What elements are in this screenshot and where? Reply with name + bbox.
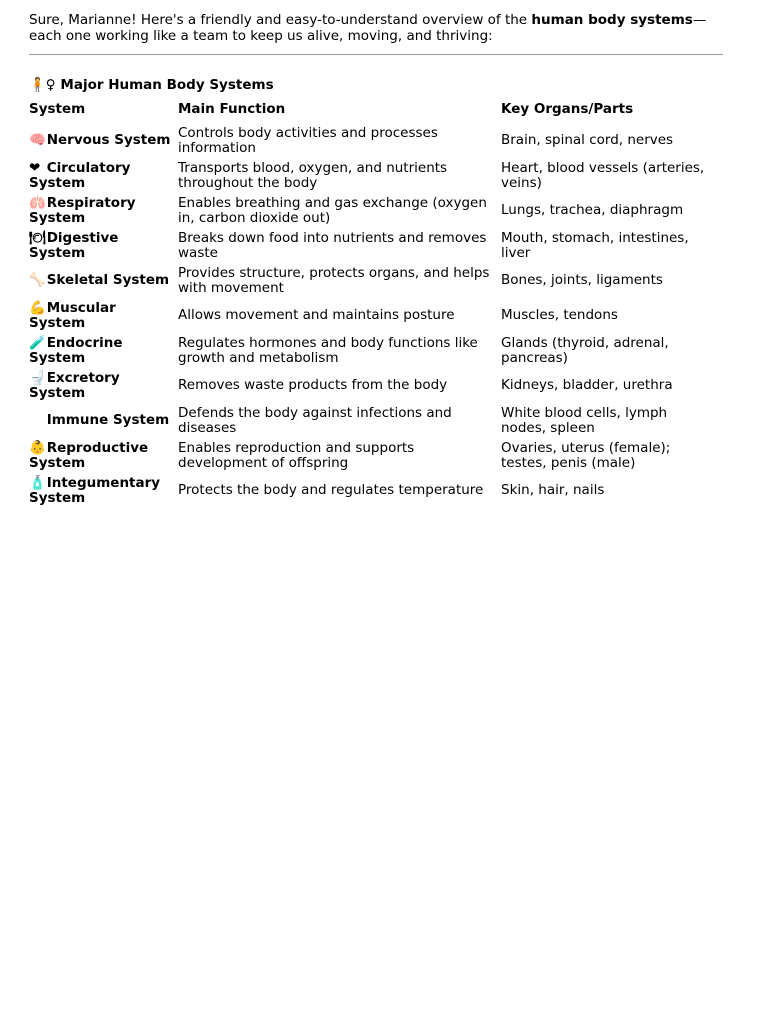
intro-bold: human body systems [531, 12, 693, 28]
table-body [27, 123, 717, 508]
bone-icon: 🦴 [29, 272, 46, 288]
table-row [27, 158, 717, 193]
baby-icon: 👶 [29, 439, 46, 456]
organs-cell: Mouth, stomach, intestines, liver [501, 229, 689, 261]
organs-cell: Glands (thyroid, adrenal, pancreas) [501, 334, 669, 366]
function-cell: Transports blood, oxygen, and nutrients throughout the body [178, 159, 448, 191]
organs-cell: Skin, hair, nails [501, 482, 605, 498]
system-cell [27, 228, 176, 263]
system-name: Circulatory System [29, 159, 131, 191]
table-row [27, 473, 717, 508]
organs-cell: Bones, joints, ligaments [501, 272, 663, 288]
system-cell [27, 403, 176, 438]
system-name: Reproductive System [29, 439, 149, 471]
function-cell: Defends the body against infections and diseases [178, 404, 452, 436]
organs-cell: Lungs, trachea, diaphragm [501, 202, 684, 218]
lungs-icon: 🫁 [29, 194, 46, 211]
column-header-system: System [29, 101, 86, 117]
table-header-row [27, 96, 717, 123]
system-name: Immune System [46, 412, 170, 428]
table-row [27, 228, 717, 263]
table-row [27, 438, 717, 473]
system-cell [27, 473, 176, 508]
organs-cell: Brain, spinal cord, nerves [501, 132, 674, 148]
body-systems-table [27, 96, 717, 508]
table-row [27, 193, 717, 228]
table-row [27, 263, 717, 298]
system-name: Digestive System [29, 229, 119, 261]
thread-icon: 🧴 [29, 474, 46, 491]
function-cell: Removes waste products from the body [178, 377, 448, 393]
table-row [27, 368, 717, 403]
intro-paragraph [29, 13, 729, 44]
system-name: Excretory System [29, 369, 120, 401]
function-cell: Enables reproduction and supports development of offspring [178, 439, 415, 471]
horizontal-rule [29, 54, 723, 55]
table-row [27, 333, 717, 368]
function-cell: Protects the body and regulates temperature [178, 482, 484, 498]
section-title: Major Human Body Systems [60, 77, 274, 93]
organs-cell: White blood cells, lymph nodes, spleen [501, 404, 668, 436]
column-header-function: Main Function [178, 101, 286, 117]
organs-cell: Muscles, tendons [501, 307, 618, 323]
system-name: Endocrine System [29, 334, 123, 366]
toilet-icon: 🚽 [29, 369, 46, 386]
system-cell [27, 298, 176, 333]
function-cell: Regulates hormones and body functions like growth and metabolism [178, 334, 478, 366]
test-tube-icon: 🧪 [29, 334, 46, 351]
system-name: Skeletal System [46, 272, 170, 288]
organs-cell: Ovaries, uterus (female); testes, penis (male) [501, 439, 671, 471]
system-name: Muscular System [29, 299, 116, 331]
muscle-icon: 💪 [29, 299, 46, 316]
table-row [27, 403, 717, 438]
system-cell [27, 333, 176, 368]
system-cell [27, 123, 176, 158]
system-cell [27, 368, 176, 403]
column-header-organs: Key Organs/Parts [501, 101, 634, 117]
system-name: Respiratory System [29, 194, 136, 226]
organs-cell: Kidneys, bladder, urethra [501, 377, 673, 393]
system-cell [27, 438, 176, 473]
person-icon: 🧍♀ [29, 77, 56, 93]
intro-lead: Sure, Marianne! Here's a friendly and easy-to-understand overview of the [29, 12, 532, 28]
function-cell: Breaks down food into nutrients and removes waste [178, 229, 487, 261]
function-cell: Controls body activities and processes information [178, 124, 438, 156]
heart-icon: ❤ [29, 159, 41, 176]
function-cell: Enables breathing and gas exchange (oxygen in, carbon dioxide out) [178, 194, 487, 226]
table-row [27, 298, 717, 333]
section-heading [29, 77, 274, 93]
system-cell [27, 263, 176, 298]
system-name: Integumentary System [29, 474, 161, 506]
system-cell [27, 193, 176, 228]
system-cell [27, 158, 176, 193]
system-name: Nervous System [46, 132, 171, 148]
brain-icon: 🧠 [29, 132, 46, 148]
intro-tail: —each one working like a team to keep us alive, moving, and thriving: [29, 12, 707, 44]
plate-icon: 🍽 [29, 229, 47, 246]
organs-cell: Heart, blood vessels (arteries, veins) [501, 159, 705, 191]
table-row [27, 123, 717, 158]
function-cell: Provides structure, protects organs, and helps with movement [178, 264, 490, 296]
function-cell: Allows movement and maintains posture [178, 307, 455, 323]
